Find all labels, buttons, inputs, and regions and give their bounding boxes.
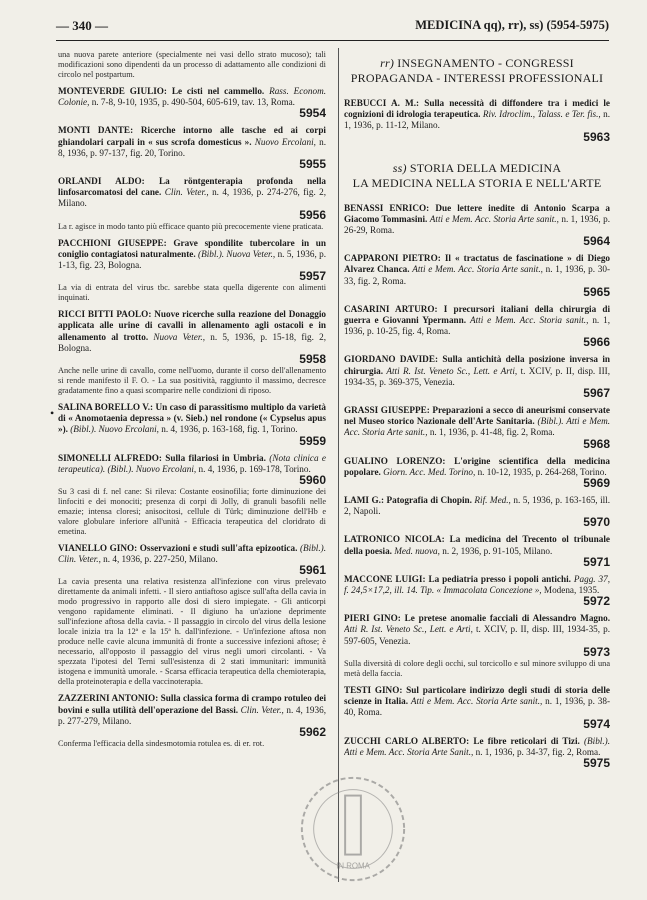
entry-author: PACCHIONI GIUSEPPE: <box>58 237 167 248</box>
bibliography-entry <box>58 309 326 396</box>
entry-body <box>344 736 610 758</box>
entry-body <box>344 253 610 287</box>
entry-number: 5960 <box>299 473 326 488</box>
entry-source: Atti R. Ist. Veneto Sc., Lett. e Arti, <box>386 365 518 376</box>
entry-author: MONTI DANTE: <box>58 125 134 136</box>
entry-title: Sulla classica forma di crampo rotuleo dei bovini e sulla utilità dell'operazione del Bassi. <box>58 693 326 715</box>
entry-details: n. 2, 1936, p. 91-105, Milano. <box>442 545 553 556</box>
entry-number: 5963 <box>583 129 610 144</box>
entry-body <box>344 685 610 719</box>
bibliography-entry <box>344 98 610 143</box>
entry-source: (Bibl.). Nuovo Ercolani, <box>70 424 159 435</box>
margin-mark: • <box>50 406 55 420</box>
entry-source: Nuovo Ercolani, <box>254 136 316 147</box>
entry-author: CASARINI ARTURO: <box>344 303 438 314</box>
entry-author: GRASSI GIUSEPPE: <box>344 405 430 416</box>
entry-body <box>58 176 326 210</box>
entry-title: Patografia di Chopin. <box>386 495 472 506</box>
section-code: ss) <box>392 160 407 175</box>
entry-details: n. 8, 1936, p. 97-137, fig. 20, Torino. <box>58 136 326 158</box>
entry-number: 5959 <box>299 433 326 448</box>
entry-title: Sulla antichità della posizione inversa in chirurgia. <box>344 354 610 376</box>
entry-source: Atti e Mem. Acc. Storia sanit., <box>470 315 589 326</box>
rr-entries <box>344 98 610 143</box>
bibliography-entry <box>58 238 326 304</box>
entry-body <box>344 304 610 338</box>
entry-title: Sulla necessità di diffondere tra i medici le cognizioni di idrologia terapeutica. <box>344 98 610 120</box>
ss-entries <box>344 203 610 769</box>
entry-body <box>58 86 326 108</box>
right-column <box>344 50 610 775</box>
bibliography-entry <box>344 574 610 607</box>
continuation-text: una nuova parete anteriore (specialmente nei vasi dello strato mucoso); tali modificazioni sono dipendenti da un processo di adattamento alle condizioni di circolo nel postpartum. <box>58 50 326 79</box>
bibliography-entry <box>344 405 610 450</box>
entry-author: ZUCCHI CARLO ALBERTO: <box>344 735 470 746</box>
entry-author: MACCONE LUIGI: <box>344 573 426 584</box>
entry-number: 5964 <box>583 234 610 249</box>
column-divider <box>338 48 339 882</box>
section-title-line: INSEGNAMENTO - CONGRESSI <box>397 56 574 70</box>
left-column <box>58 50 326 755</box>
entry-title: Due lettere inedite di Antonio Scarpa a Giacomo Tommasini. <box>344 202 610 224</box>
entry-body <box>58 309 326 354</box>
entry-number: 5974 <box>583 716 610 731</box>
entry-details: n. 7-8, 9-10, 1935, p. 490-504, 605-619, tav. 13, Roma. <box>91 97 295 108</box>
entry-body <box>344 203 610 237</box>
entry-source: Nuova Veter., <box>153 331 206 342</box>
entry-details: n. 5, 1936, p. 1-13, fig. 23, Bologna. <box>58 248 326 271</box>
entry-title: L'origine scientifica della medicina popolare. <box>344 455 610 477</box>
entry-title: Le fibre reticolari di Tizi. <box>473 735 580 746</box>
entry-source: Clin. Veter., <box>240 704 284 715</box>
entry-body <box>58 402 326 436</box>
bibliography-entry <box>58 176 326 232</box>
bibliography-entry <box>344 495 610 528</box>
bibliography-entry <box>344 685 610 730</box>
section-title-line: PROPAGANDA - INTERESSI PROFESSIONALI <box>350 71 604 85</box>
stamp-text: IN ROMA <box>336 861 370 871</box>
entry-details: n. 4, 1936, p. 163-168, fig. 1, Torino. <box>161 424 298 435</box>
entry-source: Riv. Idroclim., Talass. e Ter. fis., <box>482 109 601 120</box>
entry-source: Giorn. Acc. Med. Torino, <box>383 466 476 477</box>
entry-source: Rif. Med., <box>474 495 511 506</box>
entry-details: Modena, 1935. <box>543 585 600 596</box>
entry-author: BENASSI ENRICO: <box>344 202 430 213</box>
entry-number: 5962 <box>299 725 326 740</box>
entry-source: Atti e Mem. Acc. Storia Arte sanit., <box>429 213 559 224</box>
bibliography-entry <box>58 693 326 749</box>
entry-source: (Bibl.). Nuova Veter., <box>198 248 276 259</box>
entry-title: Osservazioni e studi sull'afta epizootica. <box>139 543 298 554</box>
section-title-line: LA MEDICINA NELLA STORIA E NELL'ARTE <box>352 175 602 190</box>
entry-body <box>58 238 326 272</box>
bibliography-entry <box>58 402 326 447</box>
bibliography-entry <box>344 253 610 298</box>
entry-details: n. 5, 1936, p. 163-165, ill. 2, Napoli. <box>344 495 610 517</box>
entry-note: Sulla diversità di colore degli occhi, sul torcicollo e sul minore sviluppo di una metà della faccia. <box>344 658 610 678</box>
entry-source: Rass. Econom. Colonie, <box>58 86 326 108</box>
entry-details: t. XCIV, p. II, disp. III, 1934-35, p. 597-605, Venezia. <box>344 624 610 646</box>
entry-details: n. 1, 1936, p. 26-29, Roma. <box>344 213 610 236</box>
entry-author: GUALINO LORENZO: <box>344 455 446 466</box>
entry-author: SIMONELLI ALFREDO: <box>58 452 162 463</box>
entry-details: n. 1, 1936, p. 41-48, fig. 2, Roma. <box>429 427 555 438</box>
entry-body <box>344 613 610 647</box>
entry-source: (Bibl.). Atti e Mem. Acc. Storia Arte Sanit., <box>344 735 610 757</box>
entry-title: Le pretese anomalie facciali di Alessandro Magno. <box>404 613 610 624</box>
running-header <box>56 18 609 38</box>
entry-note: La via di entrata del virus tbc. sarebbe stata quella digerente con alimenti inquinati. <box>58 283 326 303</box>
entry-author: VIANELLO GINO: <box>58 543 138 554</box>
left-entries <box>58 86 326 749</box>
entry-title: Sulla filariosi in Umbria. <box>165 452 266 463</box>
entry-number: 5956 <box>299 207 326 222</box>
entry-author: PIERI GINO: <box>344 613 401 624</box>
entry-body <box>344 495 610 517</box>
entry-title: La röntgenterapia profonda nella linfosarcomatosi del cane. <box>58 176 326 198</box>
entry-source: Pagg. 37, f. 24,5×17,2, ill. 14. Tip. « Immacolata Concezione », <box>344 573 610 596</box>
entry-title: Un caso di parassitismo multiplo da varietà di « Anomotaenia depressa » (v. Sieb.) nel rondone (« Cypselus apus »). <box>58 402 326 435</box>
entry-number: 5958 <box>299 352 326 367</box>
section-heading-ss <box>344 161 610 191</box>
entry-source: Atti e Mem. Acc. Storia Arte sanit., <box>410 696 543 707</box>
entry-author: LAMI G.: <box>344 495 385 506</box>
entry-author: TESTI GINO: <box>344 684 403 695</box>
entry-author: RICCI BITTI PAOLO: <box>58 309 152 320</box>
entry-number: 5966 <box>583 335 610 350</box>
entry-title: Sul particolare indirizzo degli studi di storia delle scienze in Italia. <box>344 684 610 707</box>
running-title: MEDICINA qq), rr), ss) (5954-5975) <box>415 18 609 32</box>
section-title-line: STORIA DELLA MEDICINA <box>409 160 562 175</box>
bibliography-entry <box>344 203 610 248</box>
entry-details: n. 1, 1936, p. 30-33, fig. 2, Roma. <box>344 264 610 286</box>
entry-author: MONTEVERDE GIULIO: <box>58 86 167 96</box>
entry-title: I precursori italiani della chirurgia di guerra e Giovanni Ypermann. <box>344 303 610 326</box>
entry-body <box>344 534 610 556</box>
entry-details: n. 4, 1936, p. 277-279, Milano. <box>58 704 326 726</box>
entry-details: t. XCIV, p. II, disp. III, 1934-35, p. 369-375, Venezia. <box>344 365 610 387</box>
entry-title: Il « tractatus de fascinatione » di Diego Alvarez Chanca. <box>344 253 610 275</box>
entry-title: Grave spondilite tubercolare in un coniglio contagiatosi naturalmente. <box>58 237 326 259</box>
entry-note: Anche nelle urine di cavallo, come nell'uomo, durante il corso dell'allenamento si rende manifesto il F. O. - La sua positività, raggiunto il massimo, decresce gradatamente fino a quasi scomparire nelle condizioni di riposo. <box>58 366 326 396</box>
entry-number: 5967 <box>583 386 610 401</box>
entry-source: Clin. Veter., <box>164 187 209 198</box>
entry-author: LATRONICO NICOLA: <box>344 534 445 545</box>
entry-body <box>344 98 610 132</box>
bibliography-entry <box>344 456 610 489</box>
entry-number: 5969 <box>583 476 610 491</box>
entry-note: La r. agisce in modo tanto più efficace quanto più precocemente viene praticata. <box>58 221 324 231</box>
bibliography-entry <box>344 354 610 399</box>
entry-source: (Nota clinica e terapeutica). (Bibl.). Nuovo Ercolani, <box>58 452 326 474</box>
entry-details: n. 10-12, 1935, p. 264-268, Torino. <box>477 466 607 477</box>
entry-body <box>344 456 610 478</box>
entry-number: 5955 <box>299 157 326 172</box>
bibliography-entry <box>344 304 610 349</box>
entry-number: 5975 <box>583 755 610 770</box>
entry-title: Ricerche intorno alle tasche ed ai corpi ghiandolari carpali in « sus scrofa domesticus ». <box>58 125 326 147</box>
entry-number: 5970 <box>583 515 610 530</box>
entry-body <box>344 354 610 388</box>
section-code: rr) <box>380 56 395 70</box>
entry-details: n. 5, 1936, p. 15-18, fig. 2, Bologna. <box>58 331 326 353</box>
entry-author: ORLANDI ALDO: <box>58 176 145 187</box>
entry-source: (Bibl.). Clin. Veter., <box>58 543 326 565</box>
entry-number: 5968 <box>583 436 610 451</box>
entry-number: 5973 <box>583 644 610 659</box>
entry-details: n. 4, 1936, p. 227-250, Milano. <box>103 554 218 565</box>
entry-title: La pediatria presso i popoli antichi. <box>428 573 571 584</box>
entry-author: CAPPARONI PIETRO: <box>344 253 441 264</box>
entry-body <box>344 574 610 596</box>
entry-details: n. 1, 1936, p. 34-37, fig. 2, Roma. <box>475 746 601 757</box>
entry-source: Med. nuova, <box>394 545 440 556</box>
entry-title: Nuove ricerche sulla reazione del Donaggio applicata alle urine di cavalli in allenamento agli ostacoli e in allenamento al trotto. <box>58 309 326 342</box>
entry-details: n. 4, 1936, p. 274-276, fig. 2, Milano. <box>58 187 326 209</box>
entry-number: 5961 <box>299 563 326 578</box>
entry-title: La medicina del Trecento ol tribunale della poesia. <box>344 534 610 556</box>
entry-note: Su 3 casi di f. nel cane: Si rileva: Costante eosinofilia; forte diminuzione dei linfociti e dei monociti; presenza di corpi di Jolly, di granuli basofili nelle emazie; intensa cloresi; anisocitosi, cellule di Türk; diminuzione dell'Hb e valore globulare inferiore all'unità - Efficacia terapeutica del cloridrato di emetina. <box>58 487 326 537</box>
entry-author: SALINA BORELLO V.: <box>58 402 154 413</box>
bibliography-entry <box>344 613 610 679</box>
bibliography-entry <box>344 534 610 567</box>
entry-body <box>58 543 326 565</box>
entry-author: GIORDANO DAVIDE: <box>344 354 439 365</box>
entry-number: 5954 <box>299 106 326 121</box>
header-rule <box>56 40 609 41</box>
entry-details: n. 1, 1936, p. 11-12, Milano. <box>344 109 610 131</box>
entry-source: Atti R. Ist. Veneto Sc., Lett. e Arti, <box>344 624 473 635</box>
entry-body <box>58 453 326 475</box>
entry-note: Conferma l'efficacia della sindesmotomia rotulea es. di er. rot. <box>58 739 265 749</box>
entry-title: Preparazioni a secco di aneurismi conservate nel Museo storico Nazionale dell'Arte Sanitaria. <box>344 405 610 427</box>
entry-author: REBUCCI A. M.: <box>344 98 420 108</box>
entry-details: n. 1, 1936, p. 10-25, fig. 4, Roma. <box>344 315 610 337</box>
entry-number: 5972 <box>583 594 610 609</box>
entry-author: ZAZZERINI ANTONIO: <box>58 693 159 704</box>
entry-note: La cavia presenta una relativa resistenza all'infezione con virus prelevato direttamente da animali infetti. - Il siero antiaftoso agisce sull'afta della cavia in modo progressivo in rapporto alle dosi di siero impiegate. - Gli anticorpi vengono rapidamente eliminati. - Il digiuno ha un'azione deprimente sull'infezione aftosa della cavia. - Il passaggio in circolo del virus della lesione locale inizia tra la 12ª e la 15ª h. dall'infezione. - Un'infezione aftosa non produce nelle cavie alcuna immunità di fronte a successive infezioni aftose; è necessario, all'opposto il passaggio del virus negli umori circolanti. - Va spezzata l'ipotesi del Terni sull'esistenza di 2 stati immunitari: immunità istogena e immunità umorale. - Scarsa efficacia terapeutica della chemioterapia, della proteinoterapia e della vaccinoterapia. <box>58 577 326 687</box>
section-heading-rr <box>344 56 610 86</box>
bibliography-entry <box>58 453 326 537</box>
entry-source: (Bibl.). Atti e Mem. Acc. Storia Arte sanit., <box>344 416 610 438</box>
entry-source: Atti e Mem. Acc. Storia Arte sanit., <box>412 264 543 275</box>
bibliography-entry <box>58 543 326 687</box>
entry-body <box>58 693 326 727</box>
entry-number: 5971 <box>583 554 610 569</box>
entry-body <box>344 405 610 439</box>
bibliography-entry <box>344 736 610 769</box>
entry-body <box>58 125 326 159</box>
entry-number: 5965 <box>583 284 610 299</box>
entry-number: 5957 <box>299 269 326 284</box>
library-stamp <box>294 770 412 888</box>
bibliography-entry <box>58 125 326 170</box>
entry-details: n. 4, 1936, p. 169-178, Torino. <box>198 463 311 474</box>
bibliography-entry <box>58 86 326 119</box>
page-number: — 340 — <box>56 18 108 33</box>
entry-details: n. 1, 1936, p. 38-40, Roma. <box>344 696 610 718</box>
entry-title: Le cisti nel cammello. <box>171 86 265 96</box>
